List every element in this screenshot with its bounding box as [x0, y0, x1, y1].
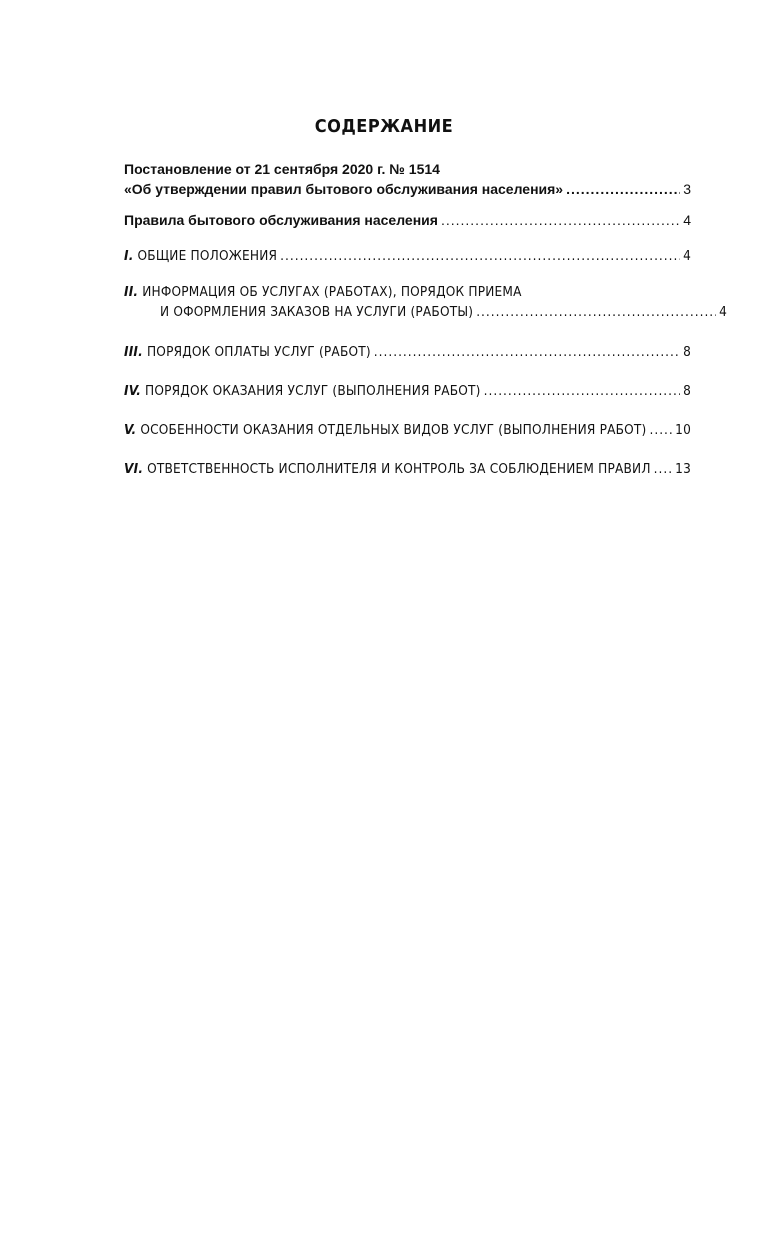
toc-entry-section-4[interactable] — [124, 381, 691, 401]
toc-entry-text: Постановление от 21 сентября 2020 г. № 1514 — [124, 161, 440, 177]
toc-entry-text: ОБЩИЕ ПОЛОЖЕНИЯ — [137, 248, 278, 264]
toc-entry-text: ИНФОРМАЦИЯ ОБ УСЛУГАХ (РАБОТАХ), ПОРЯДОК ПРИЕМА — [142, 284, 522, 300]
toc-entry-line — [124, 342, 691, 362]
toc-entry-text: ПОРЯДОК ОПЛАТЫ УСЛУГ (РАБОТ) — [146, 344, 371, 360]
leader-dots — [280, 246, 680, 266]
section-number: II. — [124, 284, 139, 300]
toc-entry-line — [124, 210, 691, 230]
toc-entry-text: ПОРЯДОК ОКАЗАНИЯ УСЛУГ (ВЫПОЛНЕНИЯ РАБОТ) — [145, 383, 481, 399]
toc-entry-text: ОСОБЕННОСТИ ОКАЗАНИЯ ОТДЕЛЬНЫХ ВИДОВ УСЛУГ (ВЫПОЛНЕНИЯ РАБОТ) — [140, 422, 647, 438]
section-number: IV. — [124, 383, 142, 399]
leader-dots — [374, 342, 680, 362]
toc-page-number: 4 — [719, 304, 727, 320]
toc-entry-line — [124, 159, 691, 179]
leader-dots — [484, 381, 680, 401]
toc-page-number: 10 — [675, 422, 691, 438]
toc-entry-line — [124, 459, 691, 479]
leader-dots — [441, 210, 680, 230]
leader-dots — [649, 420, 672, 440]
toc-entry-text: Правила бытового обслуживания населения — [124, 212, 438, 228]
toc-entry-rules[interactable] — [124, 210, 691, 230]
section-number: III. — [124, 344, 143, 360]
toc-title: СОДЕРЖАНИЕ — [314, 116, 454, 137]
toc-page-number: 8 — [683, 383, 691, 399]
toc-entry-section-3[interactable] — [124, 342, 691, 362]
toc-entry-line — [124, 282, 691, 302]
toc-entry-section-2[interactable] — [124, 282, 727, 322]
section-number: VI. — [124, 461, 144, 477]
leader-dots — [476, 302, 716, 322]
toc-entry-line — [124, 420, 691, 440]
toc-page-number: 4 — [683, 248, 691, 264]
section-number: V. — [124, 422, 137, 438]
toc-entry-text: «Об утверждении правил бытового обслуживания населения» — [124, 181, 564, 197]
toc-entry-line — [124, 246, 691, 266]
toc-entry-text: ОТВЕТСТВЕННОСТЬ ИСПОЛНИТЕЛЯ И КОНТРОЛЬ ЗА СОБЛЮДЕНИЕМ ПРАВИЛ — [147, 461, 651, 477]
toc-page-number: 8 — [683, 344, 691, 360]
toc-entry-decree[interactable] — [124, 159, 691, 199]
toc-entry-text: И ОФОРМЛЕНИЯ ЗАКАЗОВ НА УСЛУГИ (РАБОТЫ) — [160, 304, 474, 320]
section-number: I. — [124, 248, 134, 264]
toc-entry-line — [124, 302, 727, 322]
toc-entry-section-1[interactable] — [124, 246, 691, 266]
toc-page-number: 3 — [683, 181, 691, 197]
toc-page-number: 4 — [683, 212, 691, 228]
toc-entry-section-6[interactable] — [124, 459, 691, 479]
toc-page-number: 13 — [675, 461, 691, 477]
toc-entry-section-5[interactable] — [124, 420, 691, 440]
leader-dots — [654, 459, 672, 479]
toc-entry-line — [124, 381, 691, 401]
leader-dots — [566, 179, 680, 199]
toc-entry-line — [124, 179, 691, 199]
